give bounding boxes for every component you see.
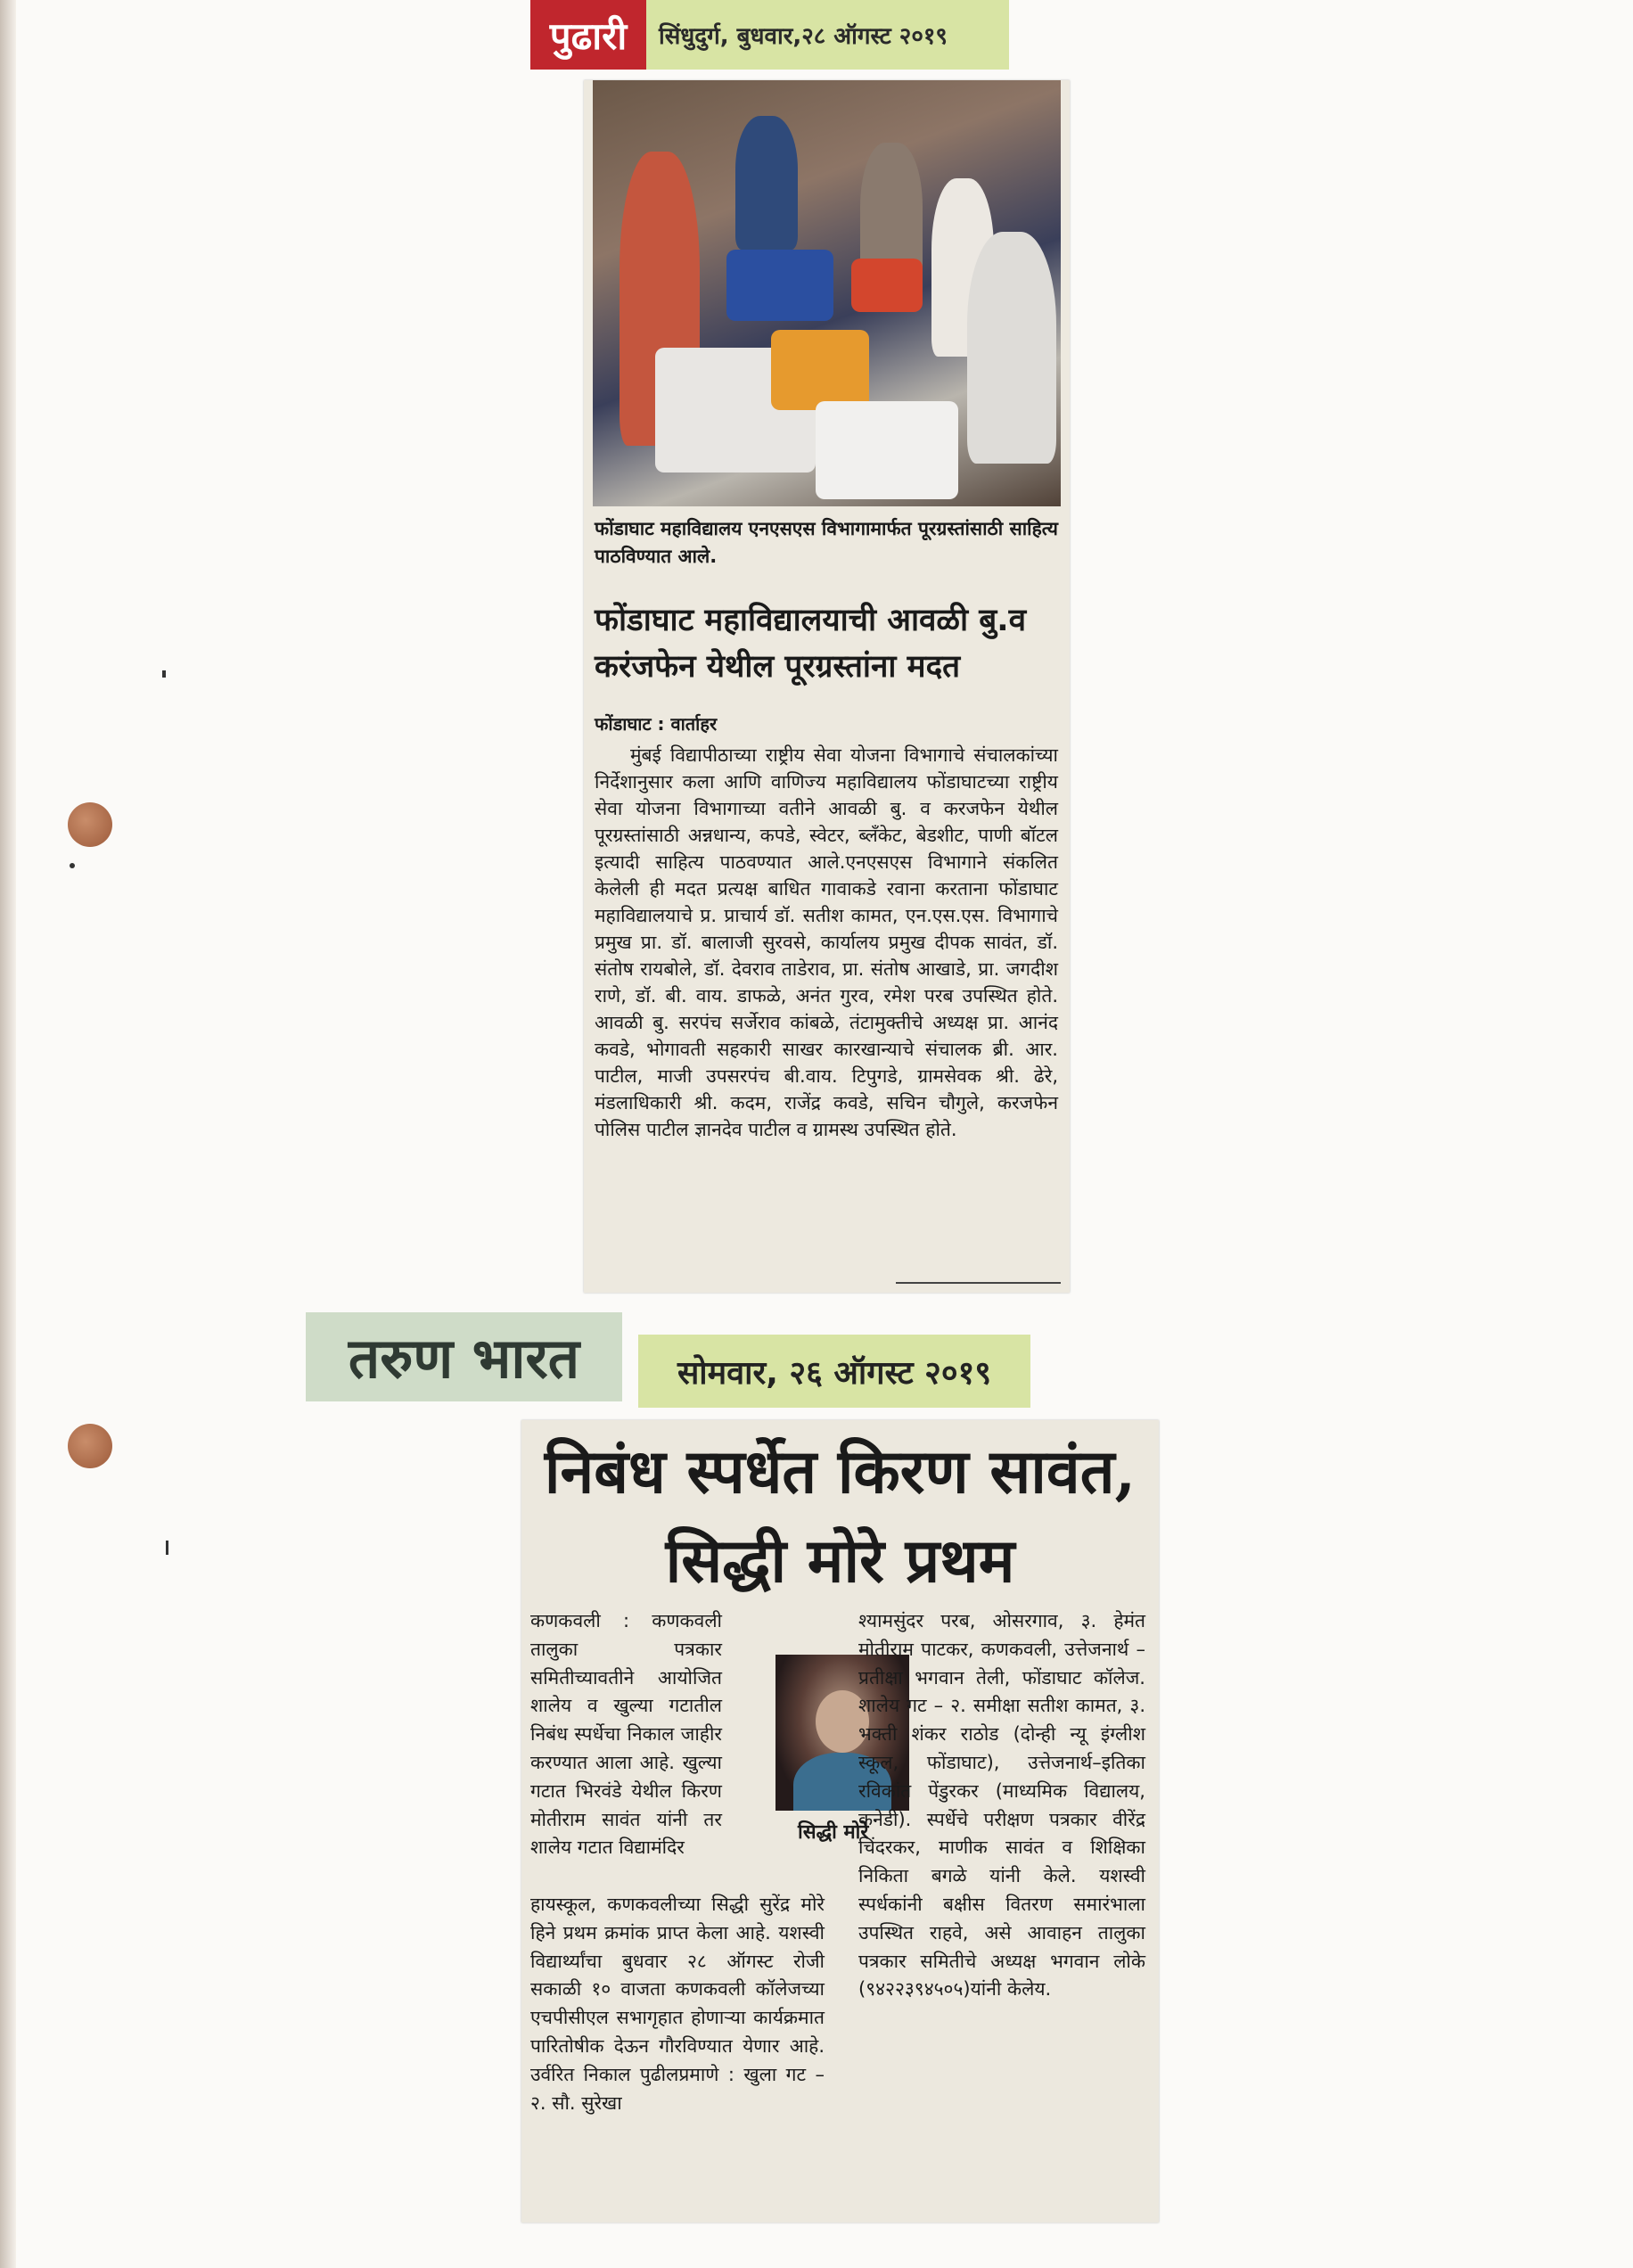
article-column-1-top: कणकवली : कणकवली तालुका पत्रकार समितीच्यावतीने आयोजित शालेय व खुल्या गटातील निबंध स्पर्धेचा निकाल जाहीर करण्यात आला आहे. खुल्या गटात भिरवंडे येथील किरण मोतीराम सावंत यांनी तर शालेय गटात विद्यामंदिर: [530, 1610, 722, 1859]
article-column-2: श्यामसुंदर परब, ओसरगाव, ३. हेमंत मोतीराम पाटकर, कणकवली, उत्तेजनार्थ – प्रतीक्षा भगवान तेली, फोंडाघाट कॉलेज. शालेय गट – २. समीक्षा सतीश कामत, ३. भक्ती शंकर राठोड (दोन्ही न्यू इंग्लीश स्कूल, फोंडाघाट), उत्तेजनार्थ–इतिका रविकांत पेंडुरकर (माध्यमिक विद्यालय, कनेडी). स्पर्धेचे परीक्षण पत्रकार वीरेंद्र चिंदरकर, माणीक सावंत व शिक्षिका निकिता बगळे यांनी केले. यशस्वी स्पर्धकांनी बक्षीस वितरण समारंभाला उपस्थित राहवे, असे आवाहन तालुका पत्रकार समितीचे अध्यक्ष भगवान लोके (९४२२३९४५०५)यांनी केलेय.: [858, 1610, 1145, 2001]
tarun-bharat-masthead: तरुण भारत: [306, 1312, 622, 1401]
flood-relief-photo: [593, 80, 1061, 506]
article-headline: निबंध स्पर्धेत किरण सावंत, सिद्धी मोरे प्रथम: [544, 1436, 1137, 1597]
article-byline: फोंडाघाट : वार्ताहर: [595, 713, 718, 735]
article-column-1-bottom: हायस्कूल, कणकवलीच्या सिद्धी सुरेंद्र मोरे हिने प्रथम क्रमांक प्राप्त केला आहे. यशस्वी विद्यार्थ्यांचा बुधवार २८ ऑगस्ट रोजी सकाळी १० वाजता कणकवली कॉलेजच्या एचपीसीएल सभागृहात होणाऱ्या कार्यक्रमात पारितोषीक देऊन गौरविण्यात येणार आहे. उर्वरित निकाल पुढीलप्रमाणे : खुला गट – २. सौ. सुरेखा: [530, 1894, 825, 2114]
tarun-bharat-dateline: सोमवार, २६ ऑगस्ट २०१९: [638, 1335, 1030, 1408]
end-rule: [896, 1282, 1061, 1284]
pudhari-logo: पुढारी: [530, 0, 646, 70]
punch-hole-bottom: [68, 1424, 112, 1468]
pudhari-dateline: सिंधुदुर्ग, बुधवार,२८ ऑगस्ट २०१९: [646, 0, 1009, 70]
article-headline: फोंडाघाट महाविद्यालयाची आवळी बु.व करंजफेन येथील पूरग्रस्तांना मदत: [595, 603, 1027, 685]
pudhari-masthead: [530, 0, 1009, 70]
speck: [166, 1541, 168, 1555]
punch-hole-top: [68, 802, 112, 847]
photo-caption: फोंडाघाट महाविद्यालय एनएसएस विभागामार्फत पूरग्रस्तांसाठी साहित्य पाठविण्यात आले.: [595, 518, 1058, 567]
speck: [70, 863, 75, 868]
portrait-caption: सिद्धी मोरे: [798, 1821, 869, 1844]
speck: [162, 670, 166, 678]
tarun-bharat-clipping: [521, 1420, 1159, 2223]
page-edge: [0, 0, 16, 2268]
article-body: मुंबई विद्यापीठाच्या राष्ट्रीय सेवा योजना विभागाचे संचालकांच्या निर्देशानुसार कला आणि वाणिज्य महाविद्यालय फोंडाघाटच्या राष्ट्रीय सेवा योजना विभागाच्या वतीने आवळी बु. व करजफेन येथील पूरग्रस्तांसाठी अन्नधान्य, कपडे, स्वेटर, ब्लँकेट, बेडशीट, पाणी बॉटल इत्यादी साहित्य पाठवण्यात आले.एनएसएस विभागाने संकलित केलेली ही मदत प्रत्यक्ष बाधित गावाकडे रवाना करताना फोंडाघाट महाविद्यालयाचे प्र. प्राचार्य डॉ. सतीश कामत, एन.एस.एस. विभागाचे प्रमुख प्रा. डॉ. बालाजी सुरवसे, कार्यालय प्रमुख दीपक सावंत, डॉ. संतोष रायबोले, डॉ. देवराव ताडेराव, प्रा. संतोष आखाडे, प्रा. जगदीश राणे, डॉ. बी. वाय. डाफळे, अनंत गुरव, रमेश परब उपस्थित होते. आवळी बु. सरपंच सर्जेराव कांबळे, तंटामुक्तीचे अध्यक्ष प्रा. आनंद कवडे, भोगावती सहकारी साखर कारखान्याचे संचालक ब्री. आर. पाटील, माजी उपसरपंच बी.वाय. टिपुगडे, ग्रामसेवक श्री. ढेरे, मंडलाधिकारी श्री. कदम, राजेंद्र कवडे, सचिन चौगुले, करजफेन पोलिस पाटील ज्ञानदेव पाटील व ग्रामस्थ उपस्थित होते.: [595, 744, 1058, 1140]
pudhari-clipping: [584, 80, 1070, 1293]
